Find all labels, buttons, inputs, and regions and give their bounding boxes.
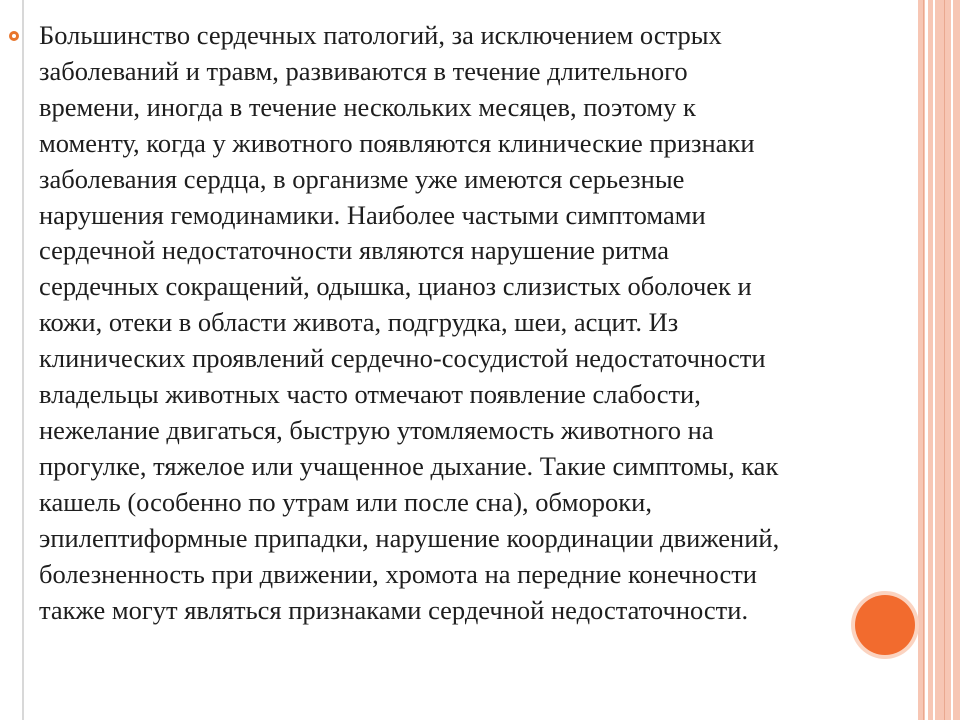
border-stripe	[933, 0, 935, 720]
border-stripe	[944, 0, 945, 720]
border-stripe	[925, 0, 928, 720]
left-divider	[22, 0, 24, 720]
border-stripe	[923, 0, 924, 720]
circle-bullet-icon	[9, 31, 19, 41]
slide-body-text: Большинство сердечных патологий, за исключением острых заболеваний и травм, развиваются в течение длительного времени, иногда в течение нескольких месяцев, поэтому к моменту, когда у животного появляются клинические признаки заболевания сердца, в организме уже имеются серьезные нарушения гемодинамики. Наиболее частыми симптомами сердечной недостаточности являются нарушение ритма сердечных сокращений, одышка, цианоз слизистых оболочек и кожи, отеки в области живота, подгрудка, шеи, асцит. Из клинических проявлений сердечно-сосудистой недостаточности владельцы животных часто отмечают появление слабости, нежелание двигаться, быструю утомляемость животного на прогулке, тяжелое или учащенное дыхание. Такие симптомы, как кашель (особенно по утрам или после сна), обмороки, эпилептиформные припадки, нарушение координации движений, болезненность при движении, хромота на передние конечности также могут являться признаками сердечной недостаточности.	[39, 20, 780, 625]
border-stripe	[951, 0, 953, 720]
